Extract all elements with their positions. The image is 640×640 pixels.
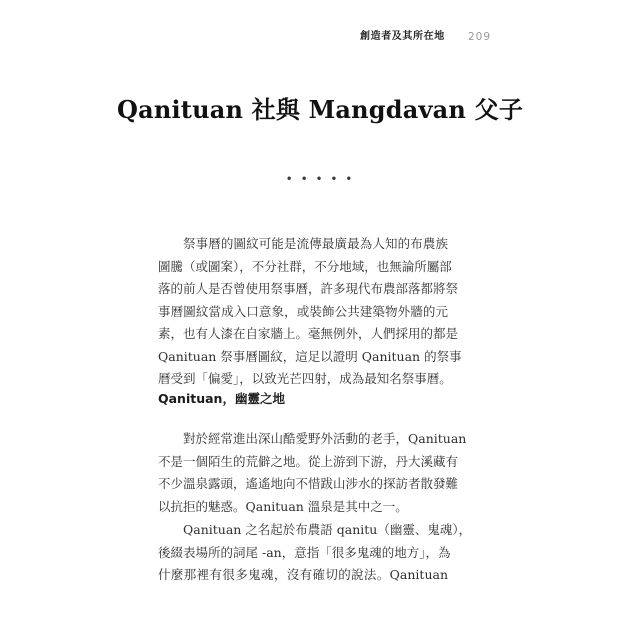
section-ornament: • • • • • <box>285 172 355 186</box>
text-line: 對於經常進出深山酷愛野外活動的老手，Qanituan <box>183 431 467 446</box>
running-head <box>360 29 610 45</box>
text-line: 素，也有人漆在自家牆上。毫無例外，人們採用的都是 <box>158 326 459 341</box>
text-line: 圖騰（或圖案），不分社群，不分地域，也無論所屬部 <box>158 258 452 274</box>
paragraph-name-origin <box>158 519 472 587</box>
paragraph-intro <box>158 233 462 391</box>
text-line: 曆受到「偏愛」，以致光芒四射，成為最知名祭事曆。 <box>158 371 452 386</box>
text-line: 事曆圖紋當成入口意象，或裝飾公共建築物外牆的元 <box>158 303 448 319</box>
text-line: 不少溫泉露頭，遙遙地向不惜跋山涉水的探訪者散發難 <box>158 476 459 491</box>
text-line: 祭事曆的圖紋可能是流傳最廣最為人知的布農族 <box>183 236 448 251</box>
text-line: 落的前人是否曾使用祭事曆，許多現代布農部落都將祭 <box>158 281 459 296</box>
text-line: 後綴表場所的詞尾 -an，意指「很多鬼魂的地方」，為 <box>158 544 451 560</box>
text-line: 以抗拒的魅惑。Qanituan 溫泉是其中之一。 <box>158 498 408 514</box>
text-line: 什麼那裡有很多鬼魂，沒有確切的說法。Qanituan <box>158 567 448 582</box>
paragraph-hot-spring <box>158 428 467 518</box>
text-line: Qanituan 之名起於布農語 qanitu（幽靈、鬼魂）， <box>183 522 472 537</box>
running-title: 創造者及其所在地 <box>360 31 445 42</box>
page-number: 209 <box>468 31 492 43</box>
chapter-title: Qanituan 社與 Mangdavan 父子 <box>116 95 524 124</box>
text-line: 不是一個陌生的荒僻之地。從上游到下游，丹大溪藏有 <box>158 453 459 469</box>
section-heading: Qanituan，幽靈之地 <box>158 391 285 406</box>
text-line: Qanituan 祭事曆圖紋，這足以證明 Qanituan 的祭事 <box>158 348 462 364</box>
